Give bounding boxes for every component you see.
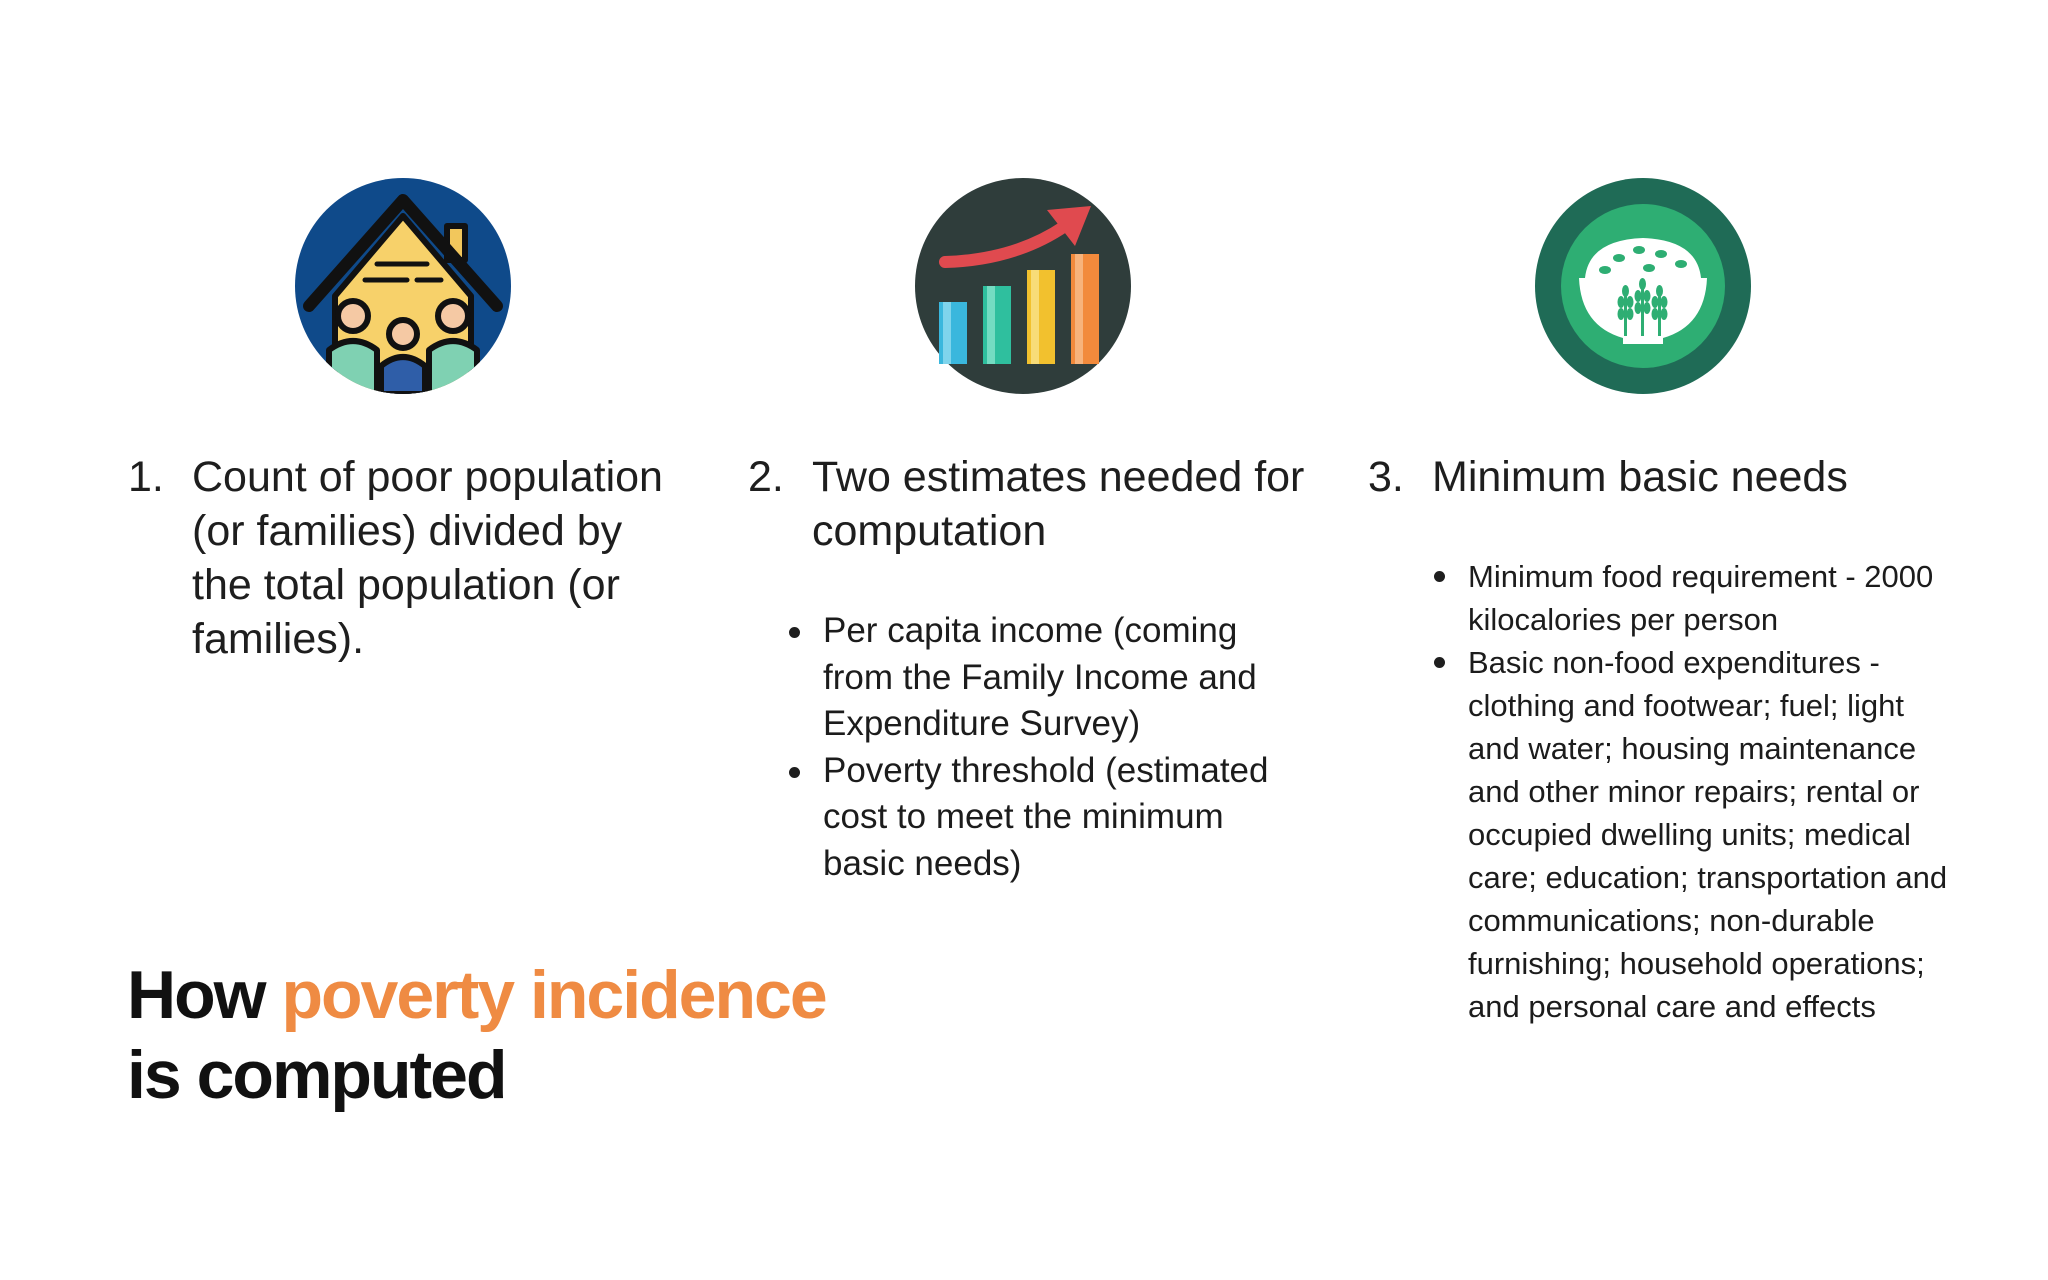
- column-2-heading-text: Two estimates needed for computation: [812, 453, 1305, 555]
- title-suffix: is computed: [127, 1037, 506, 1113]
- column-2-bullet-list: [785, 608, 1305, 887]
- column-2-heading: [748, 450, 1308, 570]
- list-item: Basic non-food expenditures - clothing and footwear; fuel; light and water; housing maintenance and other minor repairs; rental or occupied dwelling units; medical care; education; transportation and communications; non-durable furnishing; household operations; and personal care and effects: [1430, 641, 1950, 1028]
- page-title: [127, 955, 826, 1115]
- column-1-number: 1.: [128, 453, 164, 501]
- list-item: Minimum food requirement - 2000 kilocalories per person: [1430, 555, 1950, 641]
- title-prefix: How: [127, 957, 265, 1033]
- rice-bowl-icon: [1535, 178, 1751, 394]
- column-3-number: 3.: [1368, 453, 1404, 501]
- column-1-heading: [128, 450, 688, 680]
- column-1-heading-text: Count of poor population (or families) divided by the total population (or families).: [192, 453, 663, 663]
- growth-bar-chart-icon: [915, 178, 1131, 394]
- column-3-bullet-list: [1430, 555, 1950, 1028]
- column-3-heading: [1368, 450, 1968, 510]
- list-item: Poverty threshold (estimated cost to meet the minimum basic needs): [785, 748, 1305, 888]
- list-item: Per capita income (coming from the Family Income and Expenditure Survey): [785, 608, 1305, 748]
- column-2-number: 2.: [748, 453, 784, 501]
- family-house-icon: [295, 178, 511, 394]
- title-accent: poverty incidence: [281, 957, 826, 1033]
- column-3-heading-text: Minimum basic needs: [1432, 453, 1848, 501]
